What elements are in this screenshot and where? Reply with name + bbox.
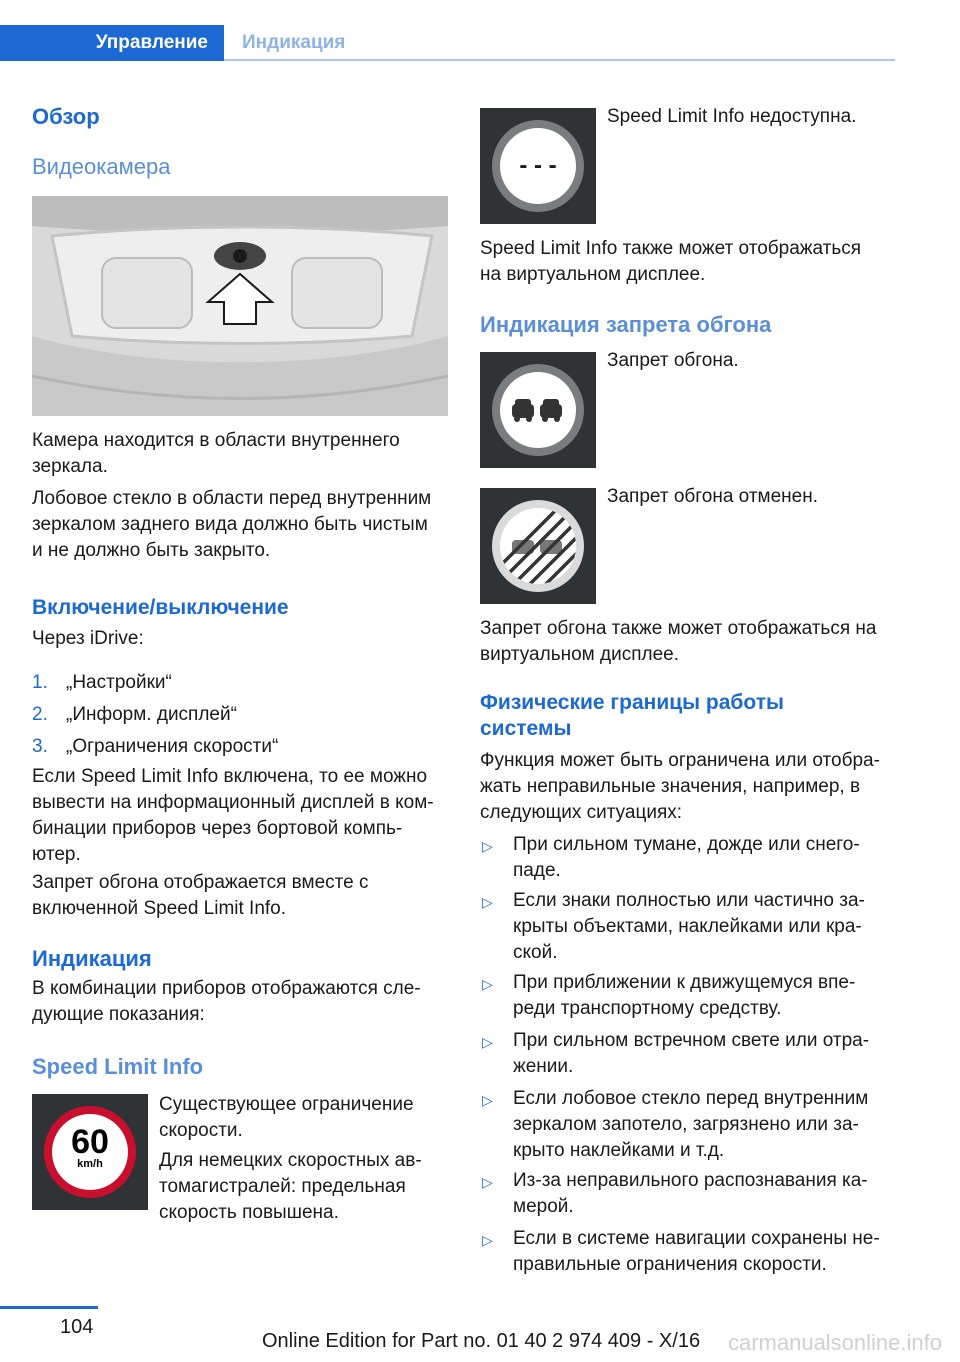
list-item: Если лобовое стекло перед внутренним зеркалом запотело, загрязнено или за‐ крыто наклейками и т.д. [513, 1088, 869, 1161]
display-paragraph: В комбинации приборов отображаются сле‐ дующие показания: [32, 978, 421, 1025]
speed-limit-unavailable-sign [480, 108, 596, 224]
unavailable-text: Speed Limit Info недоступна. [607, 106, 857, 127]
camera-paragraph-2: Лобовое стекло в области перед внутренним зеркалом заднего вида должно быть чистым и не должно быть закрыто. [32, 488, 432, 561]
site-watermark: carmanualsonline.info [727, 1330, 942, 1355]
heading-no-passing: Индикация запрета обгона [480, 312, 772, 337]
step-item: „Настройки“ [66, 672, 172, 693]
edition-info: Online Edition for Part no. 01 40 2 974 409 - X/16 [262, 1330, 701, 1352]
camera-paragraph-1: Камера находится в области внутреннего зеркала. [32, 430, 400, 477]
step-item: „Ограничения скорости“ [66, 736, 279, 757]
page-number: 104 [60, 1316, 94, 1338]
chapter-tabs [0, 25, 895, 61]
bullet-triangle-icon: ▷ [482, 838, 493, 854]
limits-paragraph: Функция может быть ограничена или отобра‐ жать неправильные значения, например, в следующих ситуациях: [480, 750, 880, 823]
list-item: Если знаки полностью или частично за‐ крыты объектами, наклейками или кра‐ ской. [513, 890, 865, 963]
heading-system-limits: Физические границы работы системы [480, 691, 784, 740]
speed-limit-60-sign [32, 1094, 148, 1210]
speed-limit-unit: km/h [77, 1158, 103, 1170]
list-item: При сильном тумане, дожде или снего‐ паде. [513, 834, 860, 881]
heading-onoff: Включение/выключение [32, 596, 289, 619]
onoff-paragraph-1: Если Speed Limit Info включена, то ее можно вывести на информационный дисплей в ком‐ бинации приборов через бортовой компь‐ ютер. [32, 766, 434, 865]
sli-paragraph-1: Существующее ограничение скорости. [159, 1094, 414, 1141]
unavailable-dashes: - - - [519, 152, 557, 179]
bullet-triangle-icon: ▷ [482, 1174, 493, 1190]
step-number: 3. [32, 736, 48, 757]
tab-divider [224, 59, 895, 61]
no-passing-text: Запрет обгона. [607, 350, 739, 371]
list-item: При приближении к движущемуся впе‐ реди транспортному средству. [513, 972, 856, 1019]
list-item: Если в системе навигации сохранены не‐ правильные ограничения скорости. [513, 1228, 880, 1275]
step-number: 1. [32, 672, 48, 693]
end-no-passing-icon [500, 508, 576, 584]
list-item: При сильном встречном свете или отра‐ жении. [513, 1030, 870, 1077]
two-cars-icon [500, 372, 576, 448]
bullet-triangle-icon: ▷ [482, 1092, 493, 1108]
heading-display: Индикация [32, 946, 152, 971]
tab-controls[interactable] [0, 25, 224, 61]
sli-paragraph-2: Для немецких скоростных ав‐ томагистралей: предельная скорость повышена. [159, 1150, 422, 1223]
virtual-display-paragraph: Speed Limit Info также может отображаться на виртуальном дисплее. [480, 238, 862, 285]
list-item: Из-за неправильного распознавания ка‐ мерой. [513, 1170, 868, 1217]
tab-controls-label: Управление [95, 32, 208, 53]
footer-rule [0, 1306, 98, 1309]
end-no-passing-sign [480, 488, 596, 604]
bullet-triangle-icon: ▷ [482, 1034, 493, 1050]
end-no-passing-text: Запрет обгона отменен. [607, 486, 818, 507]
step-item: „Информ. дисплей“ [66, 704, 237, 725]
heading-camera: Видеокамера [32, 154, 171, 179]
onoff-paragraph-2: Запрет обгона отображается вместе с включенной Speed Limit Info. [32, 872, 369, 919]
camera-location-photo [32, 196, 448, 416]
bullet-triangle-icon: ▷ [482, 976, 493, 992]
step-number: 2. [32, 704, 48, 725]
heading-overview: Обзор [32, 104, 100, 129]
no-passing-virtual-paragraph: Запрет обгона также может отображаться на виртуальном дисплее. [480, 618, 877, 665]
bullet-triangle-icon: ▷ [482, 894, 493, 910]
bullet-triangle-icon: ▷ [482, 1232, 493, 1248]
via-idrive: Через iDrive: [32, 628, 144, 649]
heading-speed-limit-info: Speed Limit Info [32, 1054, 204, 1079]
tab-display[interactable]: Индикация [242, 32, 346, 53]
no-passing-sign [480, 352, 596, 468]
speed-limit-value: 60 [71, 1123, 109, 1161]
car-interior-illustration [32, 196, 448, 416]
